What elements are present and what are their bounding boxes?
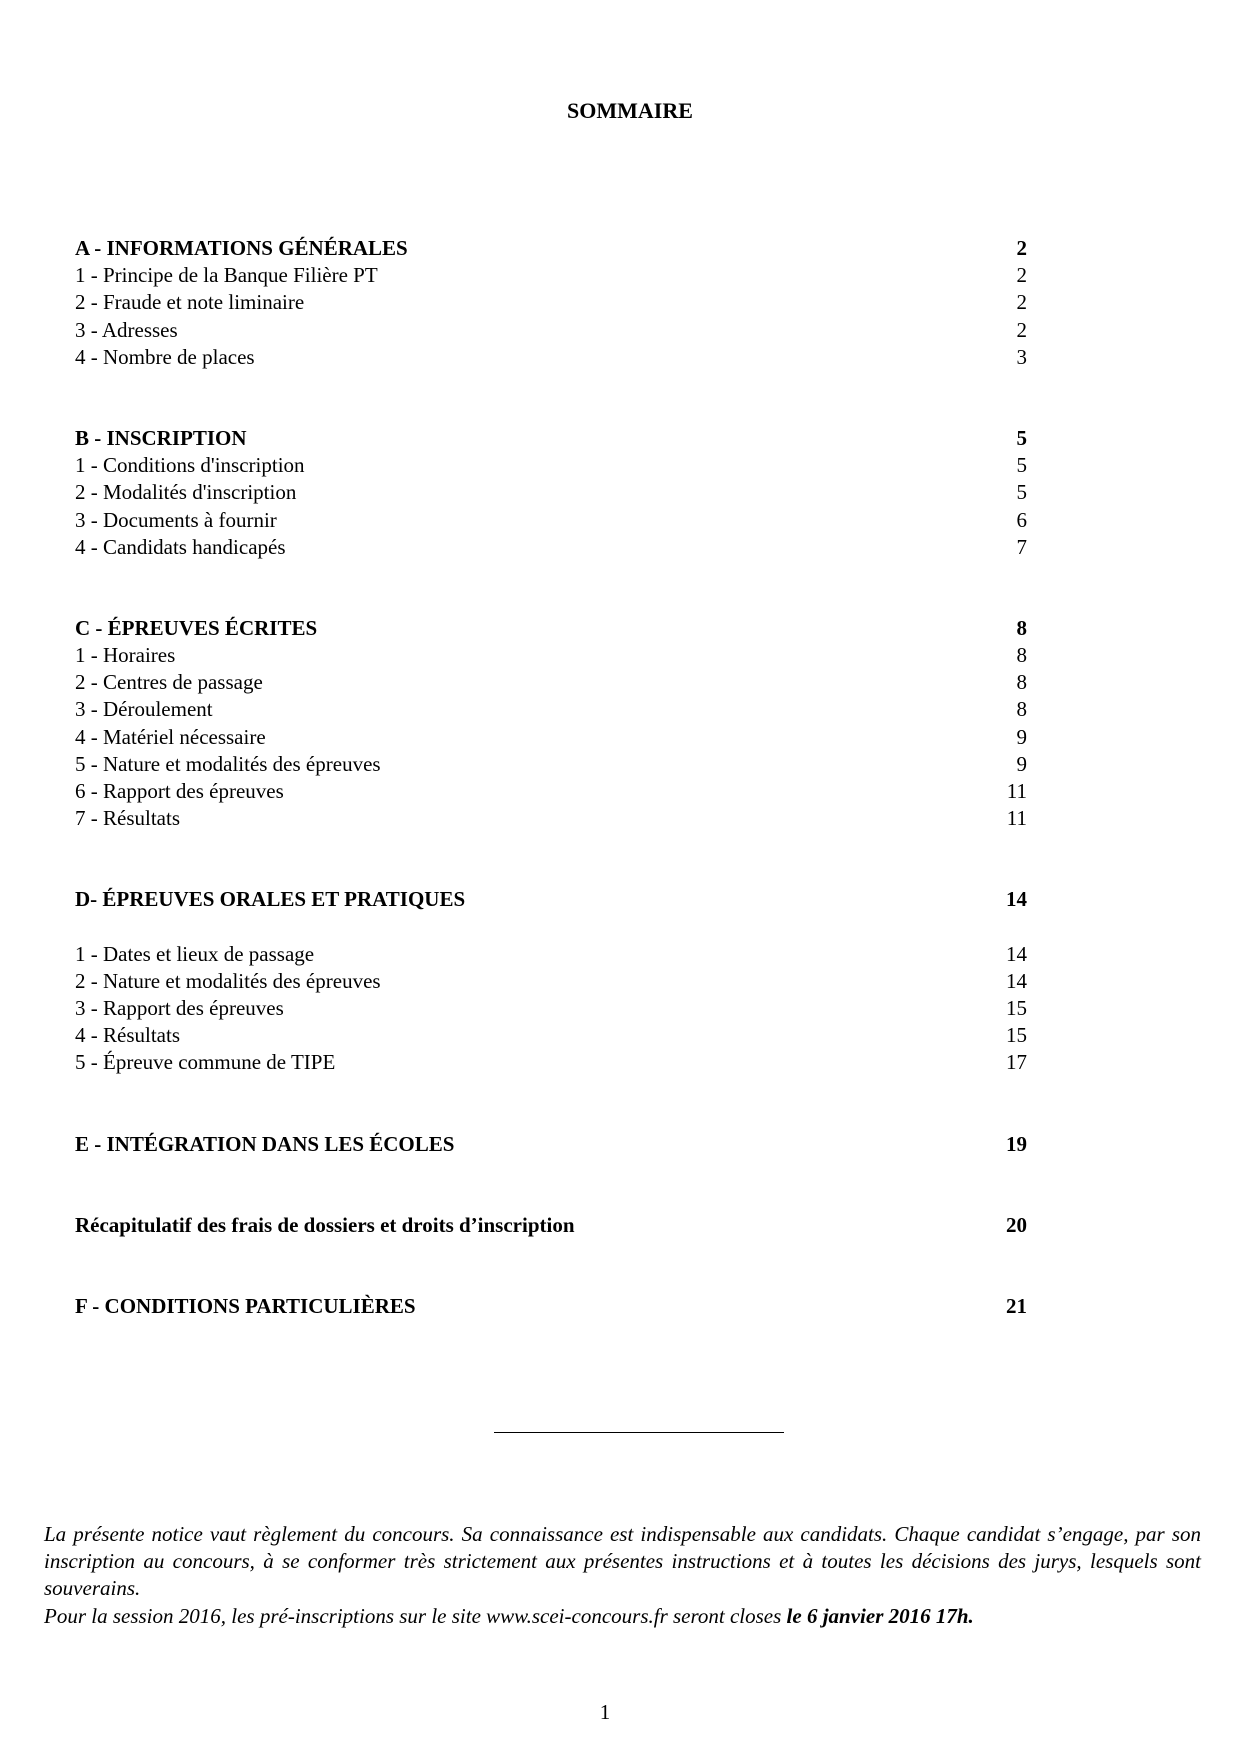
notice-deadline-text: Pour la session 2016, les pré-inscriptions sur le site www.scei-concours.fr seront closes: [44, 1603, 787, 1628]
section-spacer: [75, 561, 1027, 615]
toc-item: [75, 534, 1027, 561]
toc-item-label: 7 - Résultats: [75, 806, 180, 831]
toc-page-number: 17: [1006, 1050, 1027, 1075]
toc-heading: [75, 425, 1027, 452]
toc-item-label: 2 - Fraude et note liminaire: [75, 290, 305, 315]
toc-page-number: 2: [1016, 317, 1027, 342]
toc-page-number: 11: [1006, 779, 1027, 803]
toc-section-d: [75, 886, 1027, 1076]
toc-section-b: [75, 425, 1027, 561]
toc-item: [75, 317, 1027, 344]
toc-page-number: 8: [1016, 670, 1027, 695]
toc-item: [75, 479, 1027, 506]
toc-item-label: 1 - Horaires: [75, 643, 176, 668]
toc-item: [75, 1022, 1027, 1049]
toc-item: [75, 724, 1027, 751]
toc-item: [75, 669, 1027, 696]
toc-item: [75, 941, 1027, 968]
toc-item-label: 3 - Documents à fournir: [75, 507, 277, 532]
notice-paragraph-deadline: [44, 1603, 1201, 1630]
toc-section-recap: [75, 1212, 1027, 1239]
toc-page-number: 5: [1016, 453, 1027, 478]
toc-item-label: 1 - Dates et lieux de passage: [75, 941, 315, 966]
toc-section-c: [75, 615, 1027, 833]
toc-item-label: 4 - Nombre de places: [75, 344, 255, 369]
toc-item: [75, 289, 1027, 316]
toc-page-number: 8: [1016, 615, 1027, 640]
toc-item-label: 3 - Rapport des épreuves: [75, 995, 284, 1020]
toc-item: [75, 452, 1027, 479]
toc-page-number: 5: [1016, 425, 1027, 450]
section-spacer: [75, 832, 1027, 886]
toc-item: [75, 344, 1027, 371]
toc-page-number: 8: [1016, 697, 1027, 722]
toc-heading-label: C - ÉPREUVES ÉCRITES: [75, 615, 318, 640]
toc-page-number: 20: [1006, 1212, 1027, 1237]
notice-deadline-date: le 6 janvier 2016 17h.: [786, 1603, 974, 1628]
notice-block: [44, 1521, 1201, 1630]
toc-heading: [75, 235, 1027, 262]
section-spacer: [75, 371, 1027, 425]
toc-heading-label: D- ÉPREUVES ORALES ET PRATIQUES: [75, 887, 466, 912]
toc-item-label: 4 - Résultats: [75, 1023, 180, 1048]
toc-item-label: 3 - Adresses: [75, 317, 178, 342]
toc-item: [75, 778, 1027, 805]
toc-item: [75, 968, 1027, 995]
toc-page-number: 15: [1006, 1023, 1027, 1048]
toc-page-number: 8: [1016, 643, 1027, 668]
toc-page-number: 2: [1016, 263, 1027, 288]
toc-section-e: [75, 1131, 1027, 1158]
toc-page-number: 3: [1016, 344, 1027, 369]
toc-item-label: 2 - Modalités d'inscription: [75, 480, 297, 505]
toc-heading-label: Récapitulatif des frais de dossiers et droits d’inscription: [75, 1212, 575, 1237]
toc-page-number: 14: [1006, 941, 1027, 966]
toc-heading: [75, 886, 1027, 913]
toc-item-label: 4 - Candidats handicapés: [75, 534, 286, 559]
toc-item-label: 5 - Épreuve commune de TIPE: [75, 1050, 336, 1075]
toc-section-a: [75, 235, 1027, 371]
toc-heading: [75, 615, 1027, 642]
page-title: SOMMAIRE: [567, 98, 693, 123]
toc-heading: [75, 1293, 1027, 1320]
toc-page-number: 14: [1006, 968, 1027, 993]
toc-item-label: 4 - Matériel nécessaire: [75, 724, 266, 749]
toc-page-number: 6: [1016, 507, 1027, 532]
toc-page-number: 2: [1016, 290, 1027, 315]
toc-item-label: 3 - Déroulement: [75, 697, 213, 722]
toc-heading-label: B - INSCRIPTION: [75, 425, 247, 450]
section-spacer: [75, 1077, 1027, 1131]
toc-item-label: 6 - Rapport des épreuves: [75, 779, 284, 803]
toc-item: [75, 507, 1027, 534]
toc-item-label: 2 - Nature et modalités des épreuves: [75, 968, 381, 993]
page-number: 1: [599, 1700, 611, 1724]
heading-spacer: [75, 914, 1027, 941]
toc-page-number: 7: [1016, 534, 1027, 559]
toc-item-label: 1 - Principe de la Banque Filière PT: [75, 263, 378, 288]
toc-item: [75, 995, 1027, 1022]
toc-page-number: 9: [1016, 724, 1027, 749]
toc-page-number: 19: [1006, 1131, 1027, 1156]
toc-page-number: 11: [1006, 806, 1027, 831]
toc-page-number: 14: [1006, 887, 1027, 912]
toc-page-number: 9: [1016, 751, 1027, 776]
notice-paragraph: La présente notice vaut règlement du concours. Sa connaissance est indispensable aux candidats. Chaque candidat s’engage, par son inscription au concours, à se conformer très strictement aux présentes instructions et à toutes les décisions des jurys, lesquels sont souverains.: [44, 1522, 1201, 1601]
section-spacer: [75, 1158, 1027, 1212]
toc-item: [75, 642, 1027, 669]
toc-item: [75, 1049, 1027, 1076]
toc-section-f: [75, 1293, 1027, 1320]
toc-heading-label: A - INFORMATIONS GÉNÉRALES: [75, 236, 408, 260]
toc-heading-label: E - INTÉGRATION DANS LES ÉCOLES: [75, 1131, 455, 1156]
toc-item-label: 1 - Conditions d'inscription: [75, 453, 305, 478]
toc-page-number: 2: [1016, 236, 1027, 260]
toc-item: [75, 696, 1027, 723]
section-spacer: [75, 1239, 1027, 1293]
toc-item-label: 5 - Nature et modalités des épreuves: [75, 751, 381, 776]
separator-line: [494, 1432, 784, 1433]
toc-page-number: 15: [1006, 995, 1027, 1020]
toc-heading: [75, 1212, 1027, 1239]
toc-heading-label: F - CONDITIONS PARTICULIÈRES: [75, 1293, 416, 1318]
toc-item-label: 2 - Centres de passage: [75, 670, 263, 695]
table-of-contents: [75, 235, 1027, 1320]
toc-heading: [75, 1131, 1027, 1158]
toc-page-number: 5: [1016, 480, 1027, 505]
toc-item: [75, 751, 1027, 778]
toc-item: [75, 805, 1027, 832]
toc-page-number: 21: [1006, 1293, 1027, 1318]
toc-item: [75, 262, 1027, 289]
